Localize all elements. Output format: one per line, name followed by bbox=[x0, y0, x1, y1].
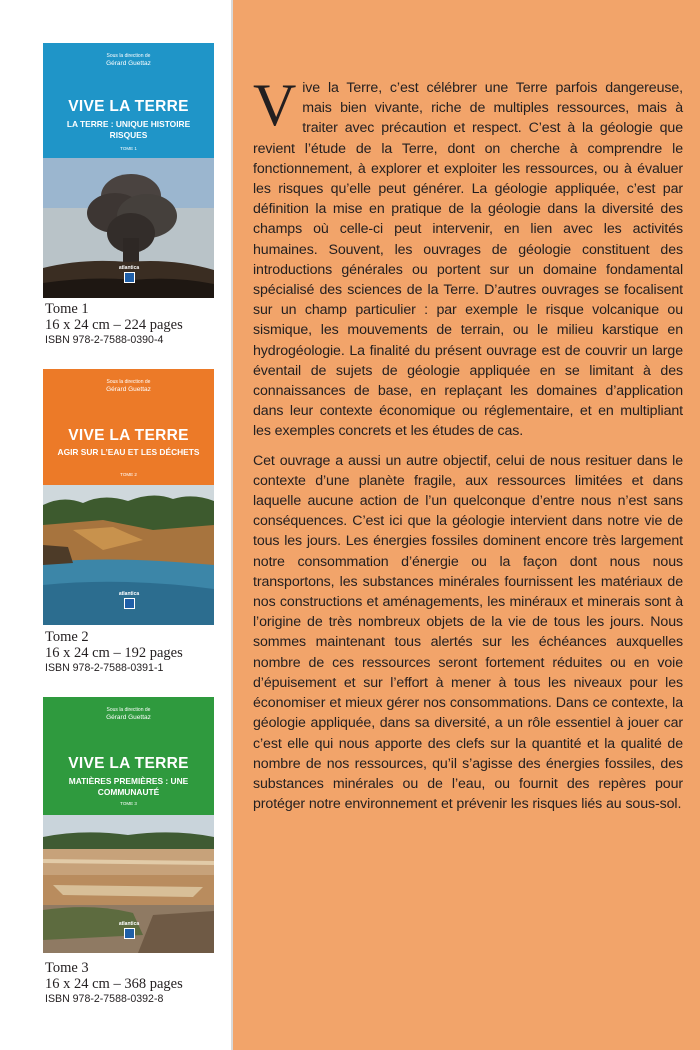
caption-format: 16 x 24 cm – 368 pages bbox=[45, 976, 183, 992]
caption-tome: Tome 1 bbox=[45, 301, 89, 317]
cover-tome-1 bbox=[43, 43, 214, 298]
cover-director: Gérard Guettaz bbox=[106, 60, 151, 67]
publisher-name: atlantica bbox=[118, 591, 140, 597]
caption-tome-3 bbox=[45, 960, 183, 1006]
caption-isbn: ISBN 978-2-7588-0392-8 bbox=[45, 993, 164, 1005]
cover-tome-3 bbox=[43, 697, 214, 953]
publisher-name: atlantica bbox=[118, 265, 140, 271]
publisher-mark-icon bbox=[124, 598, 135, 609]
caption-tome: Tome 2 bbox=[45, 629, 89, 645]
publisher-mark-icon bbox=[124, 272, 135, 283]
caption-isbn: ISBN 978-2-7588-0390-4 bbox=[45, 334, 164, 346]
caption-tome: Tome 3 bbox=[45, 960, 89, 976]
cover-direction-label: Sous la direction de bbox=[106, 379, 151, 385]
paragraph-1 bbox=[253, 72, 683, 442]
publisher-logo bbox=[117, 591, 141, 609]
caption-format: 16 x 24 cm – 224 pages bbox=[45, 317, 183, 333]
body-text bbox=[253, 72, 683, 823]
cover-subtitle: LA TERRE : UNIQUE HISTOIRE RISQUES bbox=[66, 119, 191, 140]
text-panel bbox=[233, 0, 700, 1050]
caption-isbn: ISBN 978-2-7588-0391-1 bbox=[45, 662, 164, 674]
cover-tome-mark: TOME 1 bbox=[120, 146, 137, 151]
publisher-name: atlantica bbox=[118, 921, 140, 927]
publisher-logo bbox=[117, 921, 141, 939]
cover-tome-mark: TOME 3 bbox=[120, 801, 137, 806]
cover-subtitle: MATIÈRES PREMIÈRES : UNE COMMUNAUTÉ bbox=[68, 776, 189, 797]
paragraph-2: Cet ouvrage a aussi un autre objectif, celui de nous resituer dans le contexte d’une planète fragile, aux ressources limitées et dans laquelle aucune action de l’un quelconque d’entre nous n’est sans conséquences. C’est ici que la géologie intervient dans notre vie de tous les jours. Les énergies fossiles dominent encore très largement notre consommation d’énergie ou la façon dont nous nous transportons, les substances minérales fournissent les matériaux de nos constructions et aménagements, les minéraux et minerais sont à l’origine de très nombreux objets de la vie de tous les jours. Nous sommes maintenant tous alertés sur les échéances auxquelles nombre de ces ressources seront fortement réduites ou en voie d’épuisement et sur l’effort à mener à tous les niveaux pour les économiser et mieux gérer nos consommations. Dans ce contexte, la géologie appliquée, dans sa diversité, a un rôle essentiel à jouer car c’est elle qui nous apporte des clefs sur la quantité et la qualité de nombre de nos ressources, qu’il s’agisse des énergies fossiles, des substances minérales ou de l’eau, ou fournit des repères pour protéger notre environnement et prévenir les risques liés au sous-sol. bbox=[253, 452, 683, 813]
cover-director: Gérard Guettaz bbox=[106, 386, 151, 393]
publisher-logo bbox=[117, 265, 141, 283]
cover-director: Gérard Guettaz bbox=[106, 714, 151, 721]
drop-cap: V bbox=[253, 72, 297, 138]
cover-subtitle: AGIR SUR L’EAU ET LES DÉCHETS bbox=[57, 447, 200, 457]
cover-direction-label: Sous la direction de bbox=[106, 53, 151, 59]
cover-tome-2 bbox=[43, 369, 214, 625]
caption-format: 16 x 24 cm – 192 pages bbox=[45, 645, 183, 661]
cover-title: VIVE LA TERRE bbox=[68, 427, 189, 444]
cover-direction-label: Sous la direction de bbox=[106, 707, 151, 713]
caption-tome-2 bbox=[45, 629, 183, 675]
cover-title: VIVE LA TERRE bbox=[68, 755, 189, 772]
cover-tome-mark: TOME 2 bbox=[120, 472, 137, 477]
cover-title: VIVE LA TERRE bbox=[68, 98, 189, 115]
caption-tome-1 bbox=[45, 301, 183, 347]
publisher-mark-icon bbox=[124, 928, 135, 939]
paragraph-1-text: ive la Terre, c’est célébrer une Terre parfois dangereuse, mais bien vivante, riche de multiples ressources, mais à traiter avec précaution et respect. C’est à la géologie que revient l’étude de la Terre, dont on cherche à comprendre le fonctionnement, à explorer et exploiter les ressources, ou à évaluer les risques qu’elle peut générer. La géologie appliquée, c’est par définition la mise en pratique de la géologie dans la diversité des champs où celle-ci peut intervenir, en lien avec les activités humaines. Souvent, les ouvrages de géologie constituent des introductions générales ou portent sur un domaine fondamental spécialisé des sciences de la Terre. D’autres ouvrages se focalisent sur un champ particulier : par exemple le risque volcanique ou sismique, les mouvements de terrain, ou le milieu karstique en hydrogéologie. La finalité du présent ouvrage est de couvrir un large éventail de sujets de géologie appliquée en se limitant à des connaissances de base, en replaçant les domaines d’application dans leur contexte économique ou réglementaire, et en multipliant les exemples concrets et les études de cas. bbox=[253, 80, 683, 440]
